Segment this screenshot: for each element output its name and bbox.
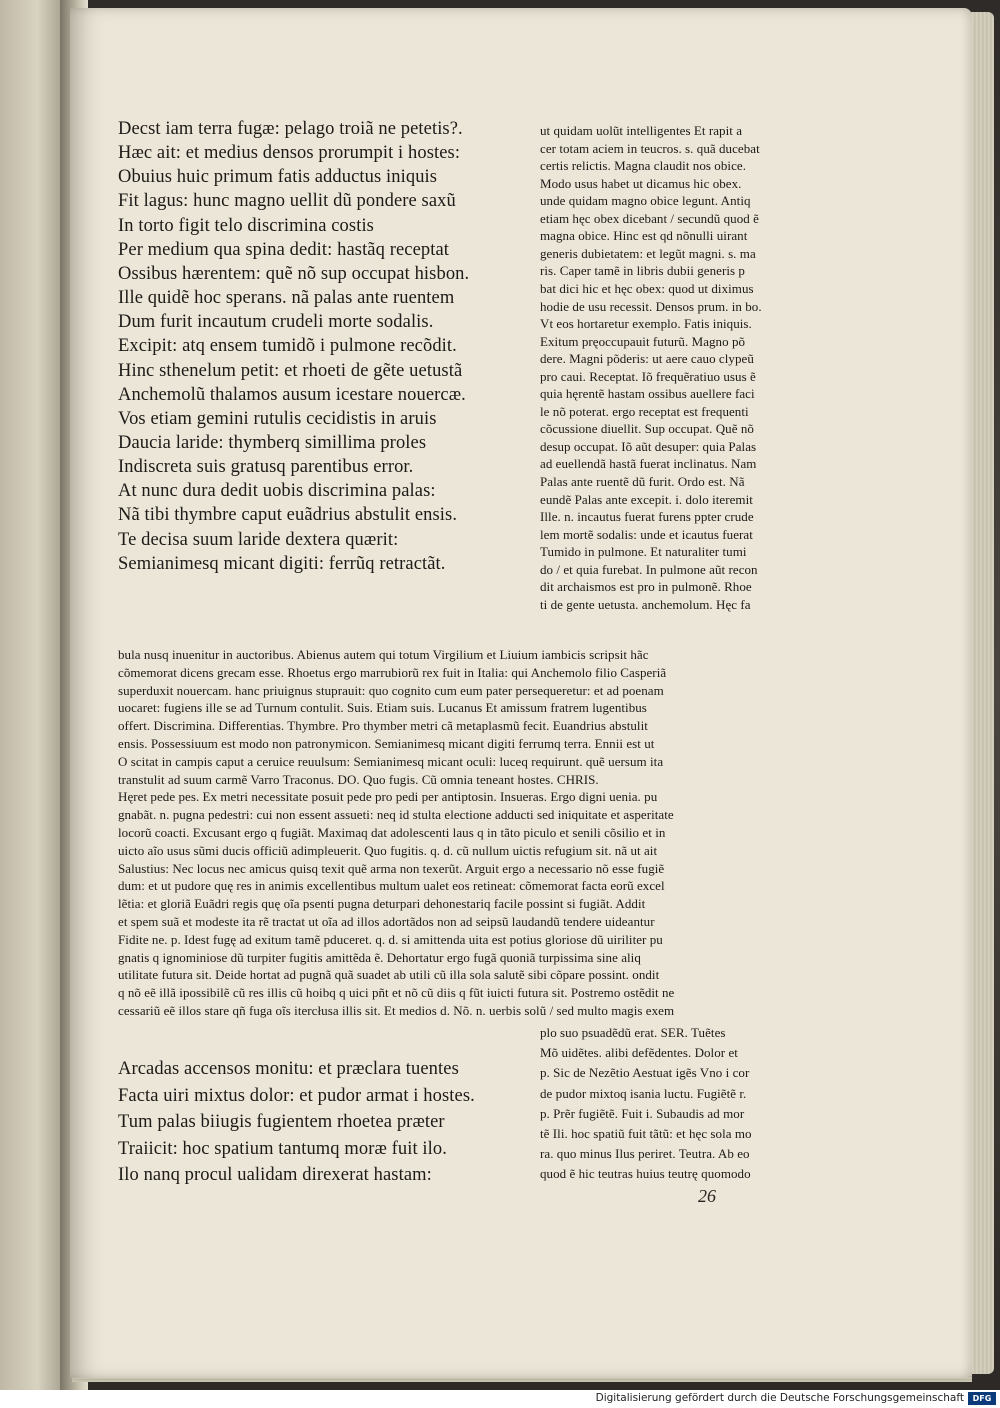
commentary-line: Salustius: Nec locus nec amicus quisq texit quẽ arma non texerũt. Arguit ergo a necessario nõ esse fugiẽ [118, 860, 665, 876]
commentary-line: Ille. n. incautus fuerat furens ppter crude [540, 509, 754, 525]
verse-line: Hinc sthenelum petit: et rhoeti de gẽte uetustã [118, 360, 463, 381]
commentary-line: p. Sic de Nezẽtio Aestuat igẽs Vno i cor [540, 1065, 750, 1081]
verse-line: Decst iam terra fugæ: pelago troiã ne petetis?. [118, 119, 463, 139]
commentary-line: pro caui. Receptat. Iõ frequẽratiuo usus ẽ [540, 368, 756, 384]
commentary-line: lem mortẽ sodalis: unde et icautus fuerat [540, 526, 753, 542]
verse-line: Excipit: atq ensem tumidõ i pulmone recõdit. [118, 336, 457, 357]
commentary-line: bat dici hic et hęc obex: quod ut diximus [540, 280, 754, 296]
commentary-line: uocaret: fugiens ille se ad Turnum contulit. Suis. Etiam suis. Lucanus Et amissum fratrem lugentibus [118, 700, 647, 716]
verse-line: Tum palas biiugis fugientem rhoetea præter [118, 1112, 445, 1132]
digitization-footer [0, 1390, 1000, 1408]
verse-line: Vos etiam gemini rutulis cecidistis in aruis [118, 408, 437, 429]
verse-line: Per medium qua spina dedit: hastãq receptat [118, 239, 450, 260]
commentary-line: de pudor mixtoq isania luctu. Fugiẽtẽ r. [540, 1085, 747, 1101]
commentary-line: magna obice. Hinc est qd nõnulli uirant [540, 228, 748, 244]
commentary-line: cõcussione diuellit. Sup occupat. Quẽ nõ [540, 421, 754, 437]
verse-line: Ossibus hærentem: quẽ nõ sup occupat hisbon. [118, 263, 470, 284]
verse-line: Dum furit incautum crudeli morte sodalis. [118, 312, 434, 333]
commentary-line: Tumido in pulmone. Et naturaliter tumi [540, 544, 747, 560]
commentary-line: plo suo psuadẽdũ erat. SER. Tuẽtes [540, 1025, 726, 1040]
verse-line: Anchemolũ thalamos ausum icestare nouercæ. [118, 384, 466, 405]
verse-line: Te decisa suum laride dextera quærit: [118, 529, 399, 550]
commentary-line: cõmemorat dicens grecam esse. Rhoetus ergo marrubiorũ rex fuit in Italia: qui Anchemolo filio Casperiã [118, 664, 667, 680]
commentary-line: superduxit nouercam. hanc priuignus stuprauit: quo cognito cum eum pater persequeretur: et ad poenam [118, 682, 664, 698]
commentary-line: ra. quo minus Ilus periret. Teutra. Ab eo [540, 1146, 750, 1162]
commentary-line: lẽtia: et gloriã Euãdri regis quę oĩa psenti pugna deturpari dehonestariq facile possint si fugiãt. Addit [118, 896, 646, 912]
commentary-line: tẽ Ili. hoc spatiũ fuit tãtũ: et hęc sola mo [540, 1126, 752, 1141]
verse-line: Traiicit: hoc spatium tantumq moræ fuit ilo. [118, 1138, 447, 1159]
commentary-line: ris. Caper tamẽ in libris dubii generis p [540, 263, 745, 279]
commentary-line: do / et quia furebat. In pulmone aũt recon [540, 561, 758, 577]
verse-line: Facta uiri mixtus dolor: et pudor armat i hostes. [118, 1085, 475, 1106]
commentary-line: O scitat in campis caput a ceruice reuulsum: Semianimesq micant oculi: luceq requirunt. quẽ uersum ita [118, 753, 664, 769]
footer-credit: Digitalisierung gefördert durch die Deutsche Forschungsgemeinschaft [595, 1392, 964, 1404]
commentary-line: uicto aĩo usus sũmi ducis officiũ adimpleuerit. Quo fugitis. q. d. cũ nullum uictis refugium sit. nã ut ait [118, 842, 658, 858]
verse-line: Ilo nanq procul ualidam direxerat hastam: [118, 1165, 432, 1185]
commentary-line: ti de gente uetusta. anchemolum. Hęc fa [540, 596, 751, 612]
commentary-line: ut quidam uolũt intelligentes Et rapit a [540, 123, 743, 138]
commentary-line: ensis. Possessiuum est modo non patronymicon. Semianimesq micant digiti ferrumq terra. Ennii est ut [118, 736, 655, 751]
commentary-line: Modo usus habet ut dicamus hic obex. [540, 175, 742, 191]
commentary-line: Exitum pręoccupauit futurũ. Magno põ [540, 333, 746, 349]
commentary-line: q nõ eẽ illã ipossibilẽ cũ res illis cũ hoibq q uici pñt et nõ cũ diis q fũt iuicti futura sit. Postremo ostẽdit ne [118, 985, 675, 1001]
verse-line: Daucia laride: thymberq simillima proles [118, 432, 427, 453]
verse-line: In torto figit telo discrimina costis [118, 215, 374, 236]
verse-line: Nã tibi thymbre caput euãdrius abstulit ensis. [118, 505, 458, 526]
left-page-edge [0, 0, 62, 1390]
commentary-line: ad euellendã hastã fuerat inclinatus. Nam [540, 456, 757, 472]
dfg-logo: DFG [968, 1392, 996, 1405]
commentary-line: etiam hęc obex dicebant / secundũ quod ẽ [540, 210, 759, 226]
commentary-line: gnatis q ignominiose dũ turpiter fugitis amittẽda ẽ. Dehortatur ergo fugã quoniã turpissima sine aliq [118, 949, 641, 965]
commentary-line: quod ẽ hic teutras huius teutrę quomodo [540, 1166, 751, 1182]
commentary-line: offert. Discrimina. Differentias. Thymbre. Pro thymber metri cã metaplasmũ fecit. Euandrius abstulit [118, 718, 648, 734]
commentary-line: dit archaismos est pro in pulmonẽ. Rhoe [540, 579, 752, 595]
commentary-line: cessariũ eẽ illos stare qñ fuga oĩs itercłusa illis sit. Et medios d. Nõ. n. uerbis solũ / sed multo magis exem [118, 1003, 675, 1018]
verse-line: Semianimesq micant digiti: ferrũq retractãt. [118, 553, 446, 574]
commentary-line: dum: et ut pudore quę res in animis excellentibus multum ualet eos retineat: cõmemorat facta eorũ excel [118, 878, 665, 894]
commentary-line: Fidite ne. p. Idest fugę ad exitum tamẽ pduceret. q. d. si amittenda uita est potius gloriose dũ uiriliter pu [118, 931, 663, 947]
commentary-line: transtulit ad suum carmẽ Varro Traconus. DO. Quo fugis. Cũ omnia teneant hostes. CHRIS. [118, 771, 599, 787]
commentary-line: cer totam aciem in teucros. s. quã ducebat [540, 140, 760, 156]
verse-line: Indiscreta suis gratusq parentibus error. [118, 457, 414, 478]
commentary-line: locorũ coacti. Excusant ergo q fugiãt. Maximaq dat adolescenti laus q in tãto piculo et senili cõsilio et in [118, 825, 666, 840]
commentary-line: et spem suã et modeste ita rẽ tractat ut oĩa ad illos adortãdos non ad seipsũ laudandũ tendere uideantur [118, 914, 655, 929]
verse-line: At nunc dura dedit uobis discrimina palas: [118, 481, 436, 502]
verse-line: Hæc ait: et medius densos prorumpit i hostes: [118, 143, 461, 164]
verse-line: Fit lagus: hunc magno uellit dũ pondere saxũ [118, 191, 456, 212]
commentary-line: p. Prẽr fugiẽtẽ. Fuit i. Subaudis ad mor [540, 1105, 745, 1121]
commentary-line: Mõ uidẽtes. alibi defẽdentes. Dolor et [540, 1045, 738, 1061]
commentary-line: certis relictis. Magna claudit nos obice. [540, 158, 747, 174]
commentary-line: utilitate futura sit. Deide hortat ad pugnã quã suadet ab utili cũ illa sola salutẽ sibi cõpare possint. ondit [118, 967, 660, 983]
commentary-line: dere. Magni põderis: ut aere cauo clypeũ [540, 351, 754, 367]
commentary-line: le nõ poterat. ergo receptat est frequenti [540, 403, 749, 419]
commentary-line: quia hęrentẽ hastam ossibus auellere faci [540, 386, 755, 402]
commentary-line: Vt eos hortaretur exemplo. Fatis iniquis. [540, 316, 752, 332]
commentary-line: gnabãt. n. pugna pedestri: cui non essent assueti: neq id stulta electione adducti sed iniquitate et asperitate [118, 807, 674, 823]
commentary-line: hodie de usu recessit. Densos prum. in bo. [540, 298, 762, 314]
commentary-line: Palas ante ruentẽ dũ furit. Ordo est. Nã [540, 474, 745, 489]
verse-line: Obuius huic primum fatis adductus iniquis [118, 167, 438, 188]
commentary-line: unde quidam magno obice legunt. Antiq [540, 193, 751, 209]
verse-line: Ille quidẽ hoc sperans. nã palas ante ruentem [118, 288, 455, 309]
commentary-line: Hęret pede pes. Ex metri necessitate posuit pede pro pedi per antiptosin. Insueras. Ergo digni uenia. pu [118, 789, 658, 805]
commentary-line: eundẽ Palas ante excepit. i. dolo iteremit [540, 491, 753, 507]
commentary-line: generis dubietatem: et legũt magni. s. ma [540, 245, 756, 261]
commentary-line: desup occupat. Iõ aũt desuper: quia Palas [540, 438, 757, 454]
verse-line: Arcadas accensos monitu: et præclara tuentes [118, 1059, 459, 1079]
commentary-line: bula nusq inuenitur in auctoribus. Abienus autem qui totum Virgilium et Liuium iambicis scripsit hãc [118, 647, 649, 662]
folio-number: 26 [698, 1186, 716, 1206]
